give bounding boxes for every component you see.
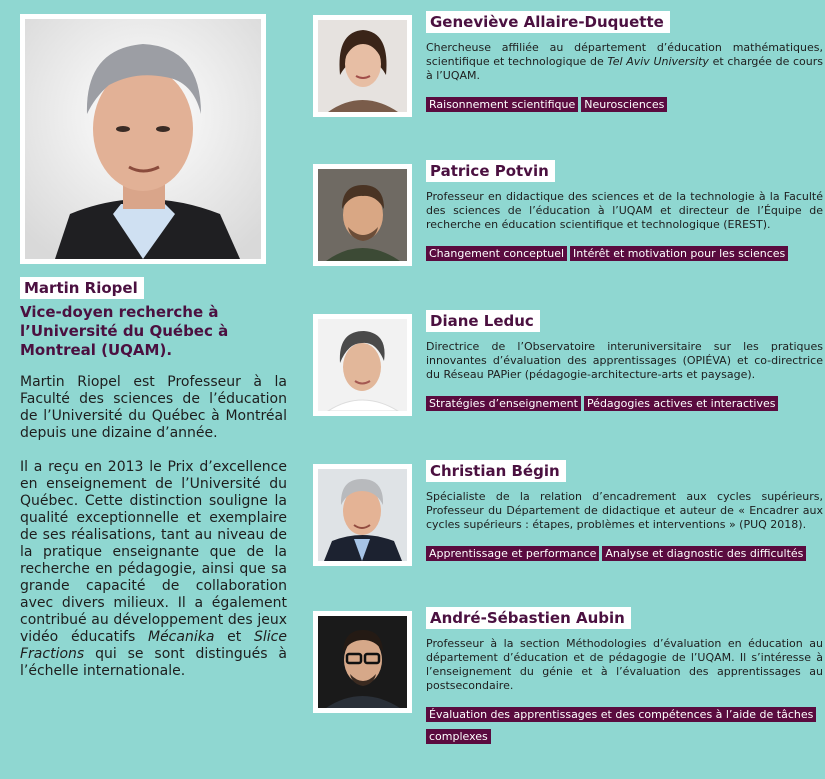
game-title: Slice Fractions xyxy=(20,629,287,662)
person-name: Patrice Potvin xyxy=(426,160,555,182)
tag-list xyxy=(426,542,823,564)
bio-text: qui se sont distingués à l’échelle internationale. xyxy=(20,646,287,679)
tag-list xyxy=(426,392,823,414)
tag[interactable]: Raisonnement scientifique xyxy=(426,97,578,112)
tag[interactable]: Stratégies d’enseignement xyxy=(426,396,581,411)
desc-text: Chercheuse affiliée au département d’éducation mathématiques, scientifique et technologique de xyxy=(426,41,823,68)
person-photo xyxy=(313,611,412,713)
person-description: Professeur à la section Méthodologies d’évaluation en éducation au département d’éducation et de pédagogie de l’UQAM. Il s’intéresse à l’enseignement du génie et à l’évaluation des apprentissages au postsecondaire. xyxy=(426,637,823,692)
person-photo xyxy=(313,314,412,416)
tag[interactable]: Analyse et diagnostic des difficultés xyxy=(602,546,806,561)
featured-profile xyxy=(20,14,287,697)
person-description xyxy=(426,41,823,83)
tag-list xyxy=(426,242,823,264)
person-name: Christian Bégin xyxy=(426,460,566,482)
person-description: Professeur en didactique des sciences et de la technologie à la Faculté des sciences de l’éducation à l’UQAM et directeur de l’Équipe de recherche en éducation scientifique et technologique (EREST). xyxy=(426,190,823,231)
tag[interactable]: Évaluation des apprentissages et des compétences à l’aide de tâches xyxy=(426,707,816,722)
game-title: Mécanika xyxy=(147,629,215,645)
featured-role: Vice-doyen recherche à l’Université du Québec à Montreal (UQAM). xyxy=(20,303,229,359)
person-info xyxy=(426,11,823,115)
tag[interactable]: Pédagogies actives et interactives xyxy=(584,396,779,411)
person-info xyxy=(426,460,823,564)
desc-emphasis: Tel Aviv University xyxy=(607,55,709,68)
bio-text: Il a reçu en 2013 le Prix d’excellence en enseignement de l’Université du Québec. Cette distinction souligne la qualité exceptionnelle et exemplaire de ses réalisations, tant au niveau de la pratique enseignante que de la recherche en pédagogie, ainsi que sa grande capacité de collaboration avec divers milieux. Il a également contribué au développement des jeux vidéo éducatifs xyxy=(20,459,287,645)
tag-list xyxy=(426,703,823,747)
person-description: Spécialiste de la relation d’encadrement aux cycles supérieurs, Professeur du Département de didactique et auteur de « Encadrer aux cycles supérieurs : étapes, problèmes et interventions » (PUQ 2018). xyxy=(426,490,823,531)
bio-paragraph: Martin Riopel est Professeur à la Faculté des sciences de l’éducation de l’Université du Québec à Montréal depuis une dizaine d’année. xyxy=(20,374,287,441)
person-info xyxy=(426,310,823,414)
person-name: André-Sébastien Aubin xyxy=(426,607,631,629)
person-name: Geneviève Allaire-Duquette xyxy=(426,11,670,33)
tag[interactable]: Intérêt et motivation pour les sciences xyxy=(570,246,788,261)
person-name: Diane Leduc xyxy=(426,310,540,332)
bio-paragraph xyxy=(20,459,287,680)
featured-name: Martin Riopel xyxy=(20,277,144,299)
tag[interactable]: Neurosciences xyxy=(581,97,667,112)
bio-text: et xyxy=(227,629,242,645)
person-description: Directrice de l’Observatoire interuniversitaire sur les pratiques innovantes d’évaluation des apprentissages (OPIÉVA) et co-directrice du Réseau PAPier (pédagogie-architecture-arts et paysage). xyxy=(426,340,823,381)
tag-list xyxy=(426,93,823,115)
tag[interactable]: complexes xyxy=(426,729,491,744)
person-info xyxy=(426,160,823,264)
person-info xyxy=(426,607,823,747)
person-photo xyxy=(313,464,412,566)
desc-text: et chargée de cours à l’UQAM. xyxy=(426,55,823,82)
featured-portrait xyxy=(20,14,266,264)
tag[interactable]: Apprentissage et performance xyxy=(426,546,599,561)
person-photo xyxy=(313,164,412,266)
tag[interactable]: Changement conceptuel xyxy=(426,246,567,261)
person-photo xyxy=(313,15,412,117)
featured-bio xyxy=(20,374,287,680)
